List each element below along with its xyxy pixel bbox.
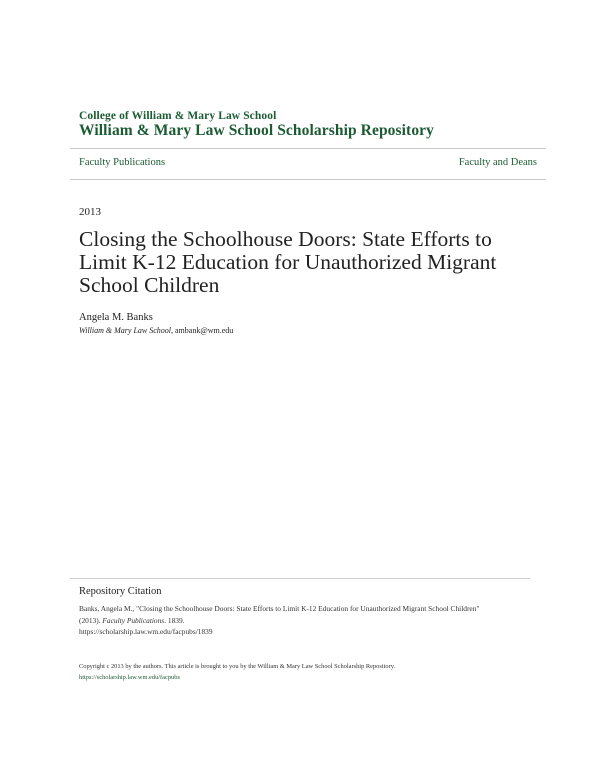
divider-top [70, 148, 546, 149]
article-title [79, 228, 549, 297]
copyright-block [79, 661, 395, 683]
repository-name[interactable]: William & Mary Law School Scholarship Repository [79, 122, 434, 139]
citation-url: https://scholarship.law.wm.edu/facpubs/1839 [79, 627, 213, 636]
author-affiliation [79, 326, 233, 335]
copyright-text: Copyright c 2013 by the authors. This article is brought to you by the William & Mary Law School Scholarship Repository. [79, 663, 396, 670]
publication-year: 2013 [79, 206, 101, 218]
school-name[interactable]: College of William & Mary Law School [79, 110, 277, 122]
citation-number: . 1839. [164, 615, 185, 625]
citation-line-2 [79, 615, 534, 627]
citation-heading: Repository Citation [79, 586, 162, 597]
divider-citation [70, 578, 530, 579]
citation-year: (2013). [79, 615, 103, 625]
author-name: Angela M. Banks [79, 312, 153, 323]
citation-body [79, 603, 534, 638]
faculty-publications-link[interactable]: Faculty Publications [79, 157, 166, 168]
faculty-and-deans-link[interactable]: Faculty and Deans [458, 157, 537, 168]
citation-line-1: Banks, Angela M., "Closing the Schoolhouse Doors: State Efforts to Limit K-12 Education for Unauthorized Migrant School Children" [79, 604, 480, 613]
affiliation-email: , ambank@wm.edu [171, 326, 234, 335]
title-line-2: Limit K-12 Education for Unauthorized Migrant [79, 250, 497, 274]
repository-link[interactable]: https://scholarship.law.wm.edu/facpubs [79, 674, 180, 681]
title-line-1: Closing the Schoolhouse Doors: State Efforts to [79, 227, 492, 251]
citation-series: Faculty Publications [102, 615, 165, 625]
title-line-3: School Children [79, 273, 220, 297]
divider-nav [70, 179, 546, 180]
affiliation-institution: William & Mary Law School [79, 326, 171, 335]
